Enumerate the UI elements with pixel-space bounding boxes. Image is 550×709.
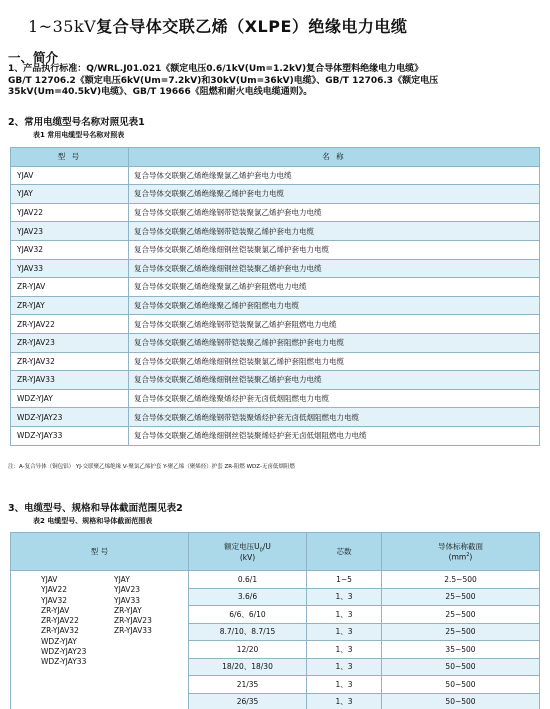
name-cell: 复合导体交联聚乙烯绝缘细钢丝铠装聚氯乙烯护套阻燃电力电缆 xyxy=(129,352,540,371)
table-row xyxy=(11,426,540,445)
model-item: ZR-YJAV22 xyxy=(41,616,79,626)
section1-heading: 一、简介 xyxy=(8,50,59,65)
model-cell: YJAV33 xyxy=(11,259,129,278)
model-item: YJAV23 xyxy=(114,585,140,595)
cores-cell: 1~5 xyxy=(307,571,382,589)
model-item: YJAV22 xyxy=(41,585,67,595)
table-row xyxy=(11,389,540,408)
cores-cell: 1、3 xyxy=(307,623,382,641)
model-name-table xyxy=(10,147,540,446)
table1-note: 注：A-复合导体（铜包铝） YJ-交联聚乙烯绝缘 V-聚氯乙烯护套 Y-聚乙烯（聚烯烃）护套 ZR-阻燃 WDZ-无卤低烟阻燃 xyxy=(8,464,295,470)
table-row xyxy=(11,408,540,427)
section3-heading: 3、电缆型号、规格和导体截面范围见表2 xyxy=(8,503,183,514)
name-cell: 复合导体交联聚乙烯绝缘聚氯乙烯护套阻燃电力电缆 xyxy=(129,278,540,297)
model-item: WDZ-YJAY23 xyxy=(41,647,87,657)
voltage-cell: 6/6、6/10 xyxy=(189,606,307,624)
table-row xyxy=(11,222,540,241)
cores-cell: 1、3 xyxy=(307,658,382,676)
table2-caption: 表2 电缆型号、规格和导体截面范围表 xyxy=(33,517,153,525)
model-cell: YJAV23 xyxy=(11,222,129,241)
voltage-cell: 12/20 xyxy=(189,641,307,659)
section-cell: 50~500 xyxy=(382,676,540,694)
model-item: ZR-YJAV xyxy=(41,605,70,615)
paragraph-line: 1、产品执行标准：Q/WRL.J01.021《额定电压0.6/1kV(Um=1.2kV)复合导体塑料绝缘电力电缆》 xyxy=(8,64,424,74)
table-row xyxy=(11,203,540,222)
cores-cell: 1、3 xyxy=(307,606,382,624)
column-header-cores: 芯数 xyxy=(307,533,382,571)
table-row xyxy=(11,371,540,390)
voltage-label: 额定电压U xyxy=(224,541,260,551)
model-item: WDZ-YJAY xyxy=(41,636,77,646)
model-cell: ZR-YJAV23 xyxy=(11,333,129,352)
model-cell: YJAV32 xyxy=(11,240,129,259)
model-cell: ZR-YJAV32 xyxy=(11,352,129,371)
model-cell: ZR-YJAV33 xyxy=(11,371,129,390)
table-row xyxy=(11,166,540,185)
cores-cell: 1、3 xyxy=(307,588,382,606)
table1-caption: 表1 常用电缆型号名称对照表 xyxy=(33,131,125,139)
model-cell: ZR-YJAV22 xyxy=(11,315,129,334)
cores-cell: 1、3 xyxy=(307,641,382,659)
column-header-name: 名 称 xyxy=(129,148,540,167)
name-cell: 复合导体交联聚乙烯绝缘聚氯乙烯护套电力电缆 xyxy=(129,166,540,185)
voltage-tail: /U xyxy=(262,541,271,551)
voltage-cell: 0.6/1 xyxy=(189,571,307,589)
model-item: WDZ-YJAY33 xyxy=(41,657,87,667)
model-item: ZR-YJAV32 xyxy=(41,626,79,636)
table-row xyxy=(11,315,540,334)
name-cell: 复合导体交联聚乙烯绝缘细钢丝铠装聚乙烯护套电力电缆 xyxy=(129,259,540,278)
name-cell: 复合导体交联聚乙烯绝缘细钢丝铠装聚烯烃护套无卤低烟阻燃电力电缆 xyxy=(129,426,540,445)
name-cell: 复合导体交联聚乙烯绝缘钢带铠装聚烯烃护套无卤低烟阻燃电力电缆 xyxy=(129,408,540,427)
model-cell: WDZ-YJAY33 xyxy=(11,426,129,445)
section-unit: (mm xyxy=(448,552,467,562)
section-sup: 2 xyxy=(466,552,470,559)
spec-table xyxy=(10,532,540,709)
model-cell: YJAY xyxy=(11,185,129,204)
name-cell: 复合导体交联聚乙烯绝缘聚乙烯护套阻燃电力电缆 xyxy=(129,296,540,315)
model-list-right xyxy=(114,575,152,637)
section-cell: 50~500 xyxy=(382,658,540,676)
model-cell: WDZ-YJAY xyxy=(11,389,129,408)
model-item: YJAV32 xyxy=(41,595,67,605)
name-cell: 复合导体交联聚乙烯绝缘钢带铠装聚氯乙烯护套阻燃电力电缆 xyxy=(129,315,540,334)
section-unit-tail: ) xyxy=(469,552,473,562)
section-cell: 25~500 xyxy=(382,588,540,606)
paragraph-line: GB/T 12706.2《额定电压6kV(Um=7.2kV)和30kV(Um=36kV)电缆》、GB/T 12706.3《额定电压 xyxy=(8,75,439,86)
model-item: YJAV xyxy=(41,575,58,584)
cores-cell: 1、3 xyxy=(307,676,382,694)
voltage-cell: 18/20、18/30 xyxy=(189,658,307,676)
model-item: ZR-YJAV33 xyxy=(114,626,152,636)
column-header-model: 型 号 xyxy=(11,533,189,571)
section-cell: 50~500 xyxy=(382,693,540,709)
model-cell: WDZ-YJAY23 xyxy=(11,408,129,427)
section-cell: 25~500 xyxy=(382,606,540,624)
voltage-cell: 3.6/6 xyxy=(189,588,307,606)
section-cell: 25~500 xyxy=(382,623,540,641)
table-row xyxy=(11,571,540,589)
table-row xyxy=(11,352,540,371)
voltage-cell: 26/35 xyxy=(189,693,307,709)
model-item: ZR-YJAY xyxy=(114,605,142,615)
voltage-unit: (kV) xyxy=(239,553,256,563)
model-item: YJAY xyxy=(114,575,130,584)
title-text: 复合导体交联乙烯（XLPE）绝缘电力电缆 xyxy=(96,17,408,36)
name-cell: 复合导体交联聚乙烯绝缘钢带铠装聚乙烯护套电力电缆 xyxy=(129,222,540,241)
voltage-cell: 21/35 xyxy=(189,676,307,694)
column-header-voltage xyxy=(189,533,307,571)
page-title xyxy=(28,14,407,37)
model-list-cell xyxy=(11,571,189,709)
title-prefix: 1~35kV xyxy=(28,17,97,36)
voltage-sub: 0 xyxy=(259,547,263,554)
model-item: YJAV33 xyxy=(114,595,140,605)
column-header-model: 型 号 xyxy=(11,148,129,167)
table-row xyxy=(11,278,540,297)
model-cell: YJAV22 xyxy=(11,203,129,222)
name-cell: 复合导体交联聚乙烯绝缘细钢丝铠装聚乙烯护套电力电缆 xyxy=(129,371,540,390)
name-cell: 复合导体交联聚乙烯绝缘钢带铠装聚氯乙烯护套电力电缆 xyxy=(129,203,540,222)
column-header-section xyxy=(382,533,540,571)
name-cell: 复合导体交联聚乙烯绝缘聚乙烯护套电力电缆 xyxy=(129,185,540,204)
name-cell: 复合导体交联聚乙烯绝缘聚烯烃护套无卤低烟阻燃电力电缆 xyxy=(129,389,540,408)
cores-cell: 1、3 xyxy=(307,693,382,709)
section2-heading: 2、常用电缆型号名称对照见表1 xyxy=(8,117,145,128)
table-row xyxy=(11,296,540,315)
section-cell: 2.5~500 xyxy=(382,571,540,589)
model-cell: YJAV xyxy=(11,166,129,185)
model-cell: ZR-YJAY xyxy=(11,296,129,315)
name-cell: 复合导体交联聚乙烯绝缘细钢丝铠装聚氯乙烯护套电力电缆 xyxy=(129,240,540,259)
voltage-cell: 8.7/10、8.7/15 xyxy=(189,623,307,641)
paragraph-line: 35kV(Um=40.5kV)电缆》、GB/T 19666《阻燃和耐火电线电缆通则》。 xyxy=(8,87,313,97)
section-cell: 35~500 xyxy=(382,641,540,659)
section-label: 导体标称截面 xyxy=(438,542,483,552)
table-row xyxy=(11,333,540,352)
model-list-left xyxy=(41,575,86,668)
table-row xyxy=(11,185,540,204)
section1-paragraph xyxy=(8,64,548,99)
model-item: ZR-YJAV23 xyxy=(114,616,152,626)
table-row xyxy=(11,259,540,278)
name-cell: 复合导体交联聚乙烯绝缘钢带铠装聚乙烯护套阻燃护套电力电缆 xyxy=(129,333,540,352)
table-row xyxy=(11,240,540,259)
model-cell: ZR-YJAV xyxy=(11,278,129,297)
